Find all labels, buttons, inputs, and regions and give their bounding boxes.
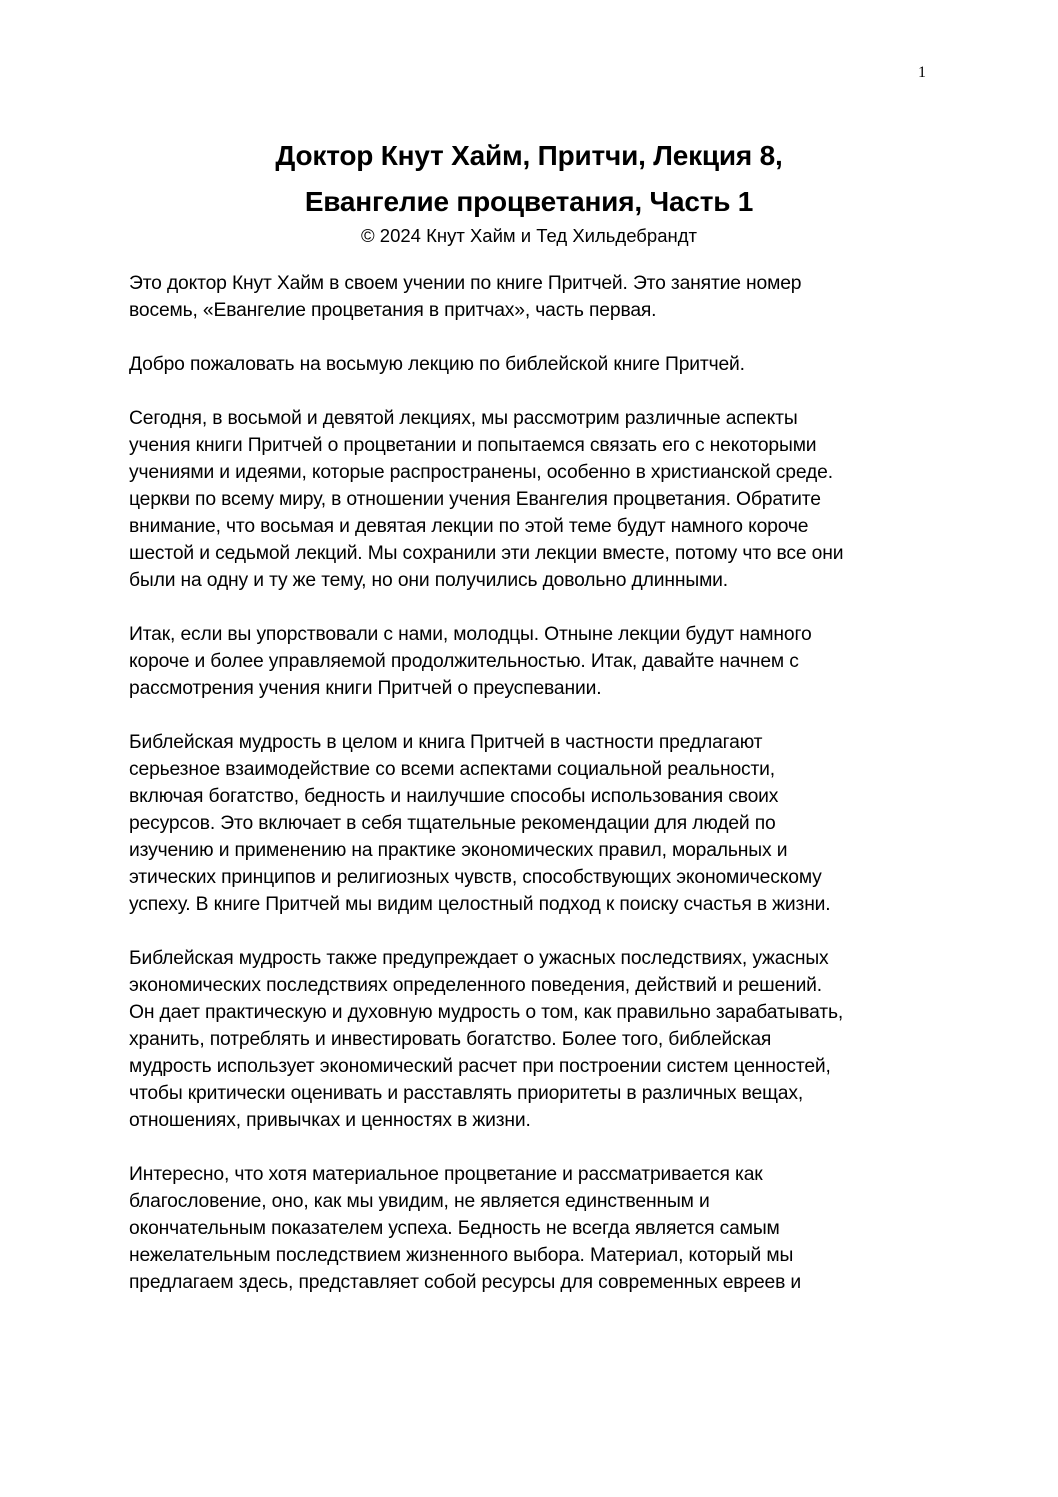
- text-line: нежелательным последствием жизненного выбора. Материал, который мы: [129, 1245, 794, 1266]
- text-line: предлагаем здесь, представляет собой ресурсы для современных евреев и: [129, 1272, 802, 1293]
- text-line: церкви по всему миру, в отношении учения Евангелия процветания. Обратите: [129, 489, 821, 510]
- paragraph-5: [129, 729, 929, 918]
- text-line: учения книги Притчей о процветании и попытаемся связать его с некоторыми: [129, 435, 817, 456]
- text-line: изучению и применению на практике экономических правил, моральных и: [129, 840, 788, 861]
- text-line: мудрость использует экономический расчет при построении систем ценностей,: [129, 1056, 831, 1077]
- text-line: Сегодня, в восьмой и девятой лекциях, мы рассмотрим различные аспекты: [129, 408, 798, 429]
- text-line: включая богатство, бедность и наилучшие способы использования своих: [129, 786, 779, 807]
- text-line: ресурсов. Это включает в себя тщательные рекомендации для людей по: [129, 813, 776, 834]
- text-line: этических принципов и религиозных чувств, способствующих экономическому: [129, 867, 822, 888]
- text-line: серьезное взаимодействие со всеми аспектами социальной реальности,: [129, 759, 776, 780]
- text-line: были на одну и ту же тему, но они получились довольно длинными.: [129, 570, 729, 591]
- text-line: внимание, что восьмая и девятая лекции по этой теме будут намного короче: [129, 516, 809, 537]
- text-line: Интересно, что хотя материальное процветание и рассматривается как: [129, 1164, 763, 1185]
- text-line: хранить, потреблять и инвестировать богатство. Более того, библейская: [129, 1029, 772, 1050]
- text-line: окончательным показателем успеха. Бедность не всегда является самым: [129, 1218, 780, 1239]
- text-line: успеху. В книге Притчей мы видим целостный подход к поиску счастья в жизни.: [129, 894, 831, 915]
- page-number: 1: [918, 64, 926, 81]
- text-line: отношениях, привычках и ценностях в жизни.: [129, 1110, 531, 1131]
- text-line: Библейская мудрость в целом и книга Притчей в частности предлагают: [129, 732, 763, 753]
- paragraph-1: [129, 270, 929, 324]
- text-line: Итак, если вы упорствовали с нами, молодцы. Отныне лекции будут намного: [129, 624, 812, 645]
- title-block: [0, 133, 1058, 249]
- document-title-line-2: Евангелие процветания, Часть 1: [304, 186, 754, 217]
- paragraph-4: [129, 621, 929, 702]
- text-line: шестой и седьмой лекций. Мы сохранили эти лекции вместе, потому что все они: [129, 543, 844, 564]
- text-line: восемь, «Евангелие процветания в притчах», часть первая.: [129, 300, 657, 321]
- text-line: Это доктор Кнут Хайм в своем учении по книге Притчей. Это занятие номер: [129, 273, 802, 294]
- text-line: благословение, оно, как мы увидим, не является единственным и: [129, 1191, 710, 1212]
- text-line: рассмотрения учения книги Притчей о преуспевании.: [129, 678, 602, 699]
- document-title-line-1: Доктор Кнут Хайм, Притчи, Лекция 8,: [275, 140, 783, 171]
- text-line: экономических последствиях определенного поведения, действий и решений.: [129, 975, 823, 996]
- body-text: [129, 270, 929, 1323]
- text-line: учениями и идеями, которые распространены, особенно в христианской среде.: [129, 462, 833, 483]
- paragraph-6: [129, 945, 929, 1134]
- paragraph-3: [129, 405, 929, 594]
- text-line: Он дает практическую и духовную мудрость о том, как правильно зарабатывать,: [129, 1002, 844, 1023]
- paragraph-7: [129, 1161, 929, 1296]
- copyright-notice: © 2024 Кнут Хайм и Тед Хильдебрандт: [361, 225, 697, 246]
- text-line: чтобы критически оценивать и расставлять приоритеты в различных вещах,: [129, 1083, 804, 1104]
- paragraph-2: [129, 351, 929, 378]
- text-line: Библейская мудрость также предупреждает о ужасных последствиях, ужасных: [129, 948, 829, 969]
- text-line: короче и более управляемой продолжительностью. Итак, давайте начнем с: [129, 651, 799, 672]
- text-line: Добро пожаловать на восьмую лекцию по библейской книге Притчей.: [129, 354, 745, 375]
